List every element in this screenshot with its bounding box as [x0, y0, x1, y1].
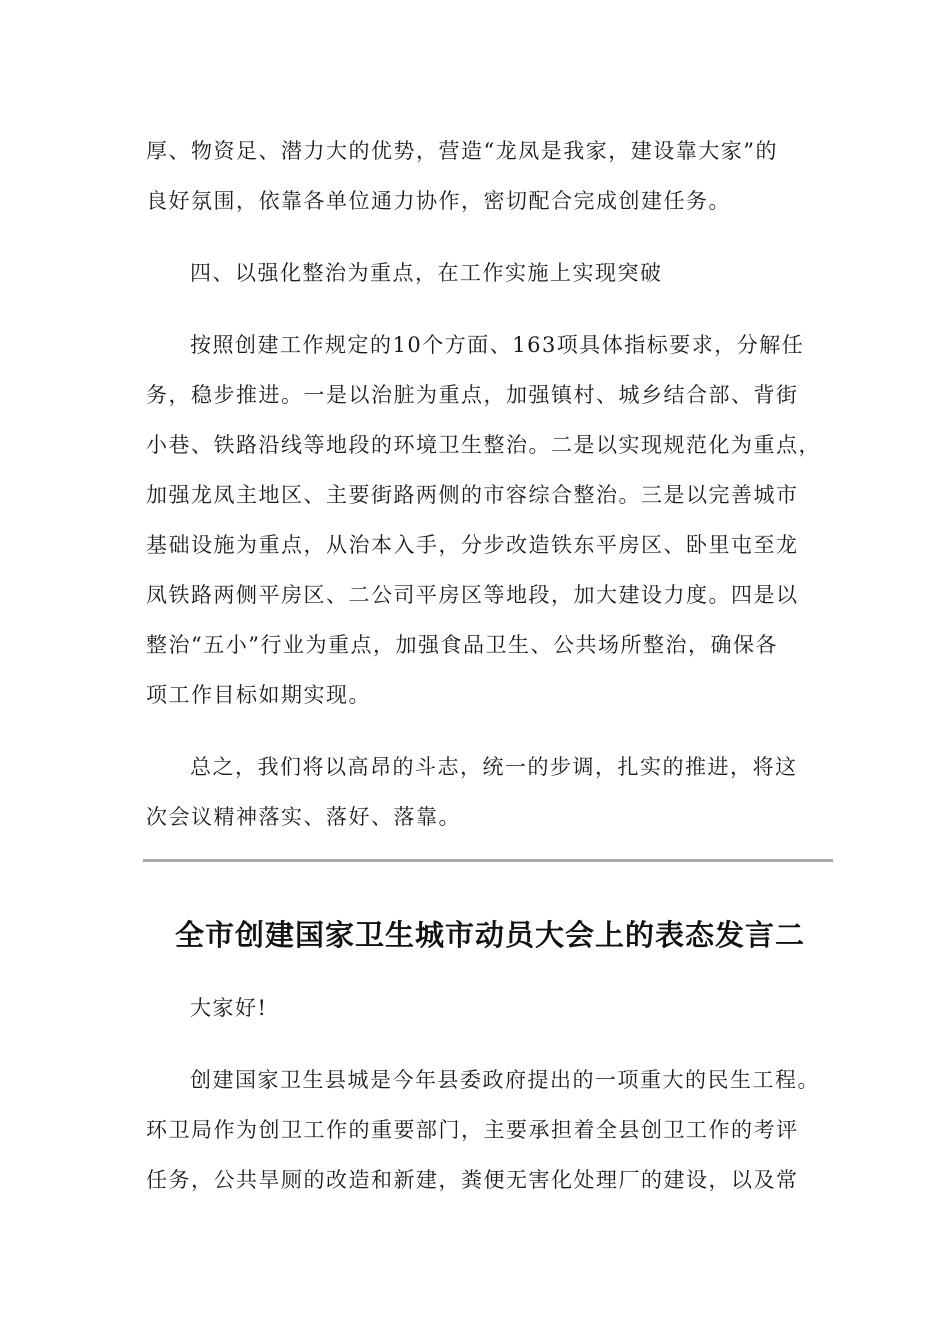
text-line: 良好氛围，依靠各单位通力协作，密切配合完成创建任务。: [146, 189, 731, 213]
text-line: 总之，我们将以高昂的斗志，统一的步调，扎实的推进，将这: [190, 755, 798, 779]
text-line: 小巷、铁路沿线等地段的环境卫生整治。二是以实现规范化为重点，: [146, 433, 821, 457]
text-line: 次会议精神落实、落好、落靠。: [146, 805, 461, 829]
text-line: 项工作目标如期实现。: [146, 683, 371, 707]
text-line: 加强龙凤主地区、主要街路两侧的市容综合整治。三是以完善城市: [146, 483, 799, 507]
text-line: 整治“五小”行业为重点，加强食品卫生、公共场所整治，确保各: [146, 633, 778, 657]
greeting: 大家好!: [190, 996, 268, 1020]
text-line: 按照创建工作规定的10个方面、163项具体指标要求，分解任: [190, 333, 805, 357]
text-line: 环卫局作为创卫工作的重要部门，主要承担着全县创卫工作的考评: [146, 1118, 799, 1142]
text-line: 任务，公共旱厕的改造和新建，粪便无害化处理厂的建设，以及常: [146, 1168, 799, 1192]
text-line: 务，稳步推进。一是以治脏为重点，加强镇村、城乡结合部、背街: [146, 383, 799, 407]
document-title: 全市创建国家卫生城市动员大会上的表态发言二: [175, 918, 806, 952]
section-divider: [143, 859, 833, 862]
text-line: 基础设施为重点，从治本入手，分步改造铁东平房区、卧里屯至龙: [146, 533, 799, 557]
section-heading: 四、以强化整治为重点，在工作实施上实现突破: [190, 261, 663, 285]
text-line: 厚、物资足、潜力大的优势，营造“龙凤是我家，建设靠大家”的: [146, 139, 778, 163]
text-line: 凤铁路两侧平房区、二公司平房区等地段，加大建设力度。四是以: [146, 583, 799, 607]
text-line: 创建国家卫生县城是今年县委政府提出的一项重大的民生工程。: [190, 1068, 820, 1092]
